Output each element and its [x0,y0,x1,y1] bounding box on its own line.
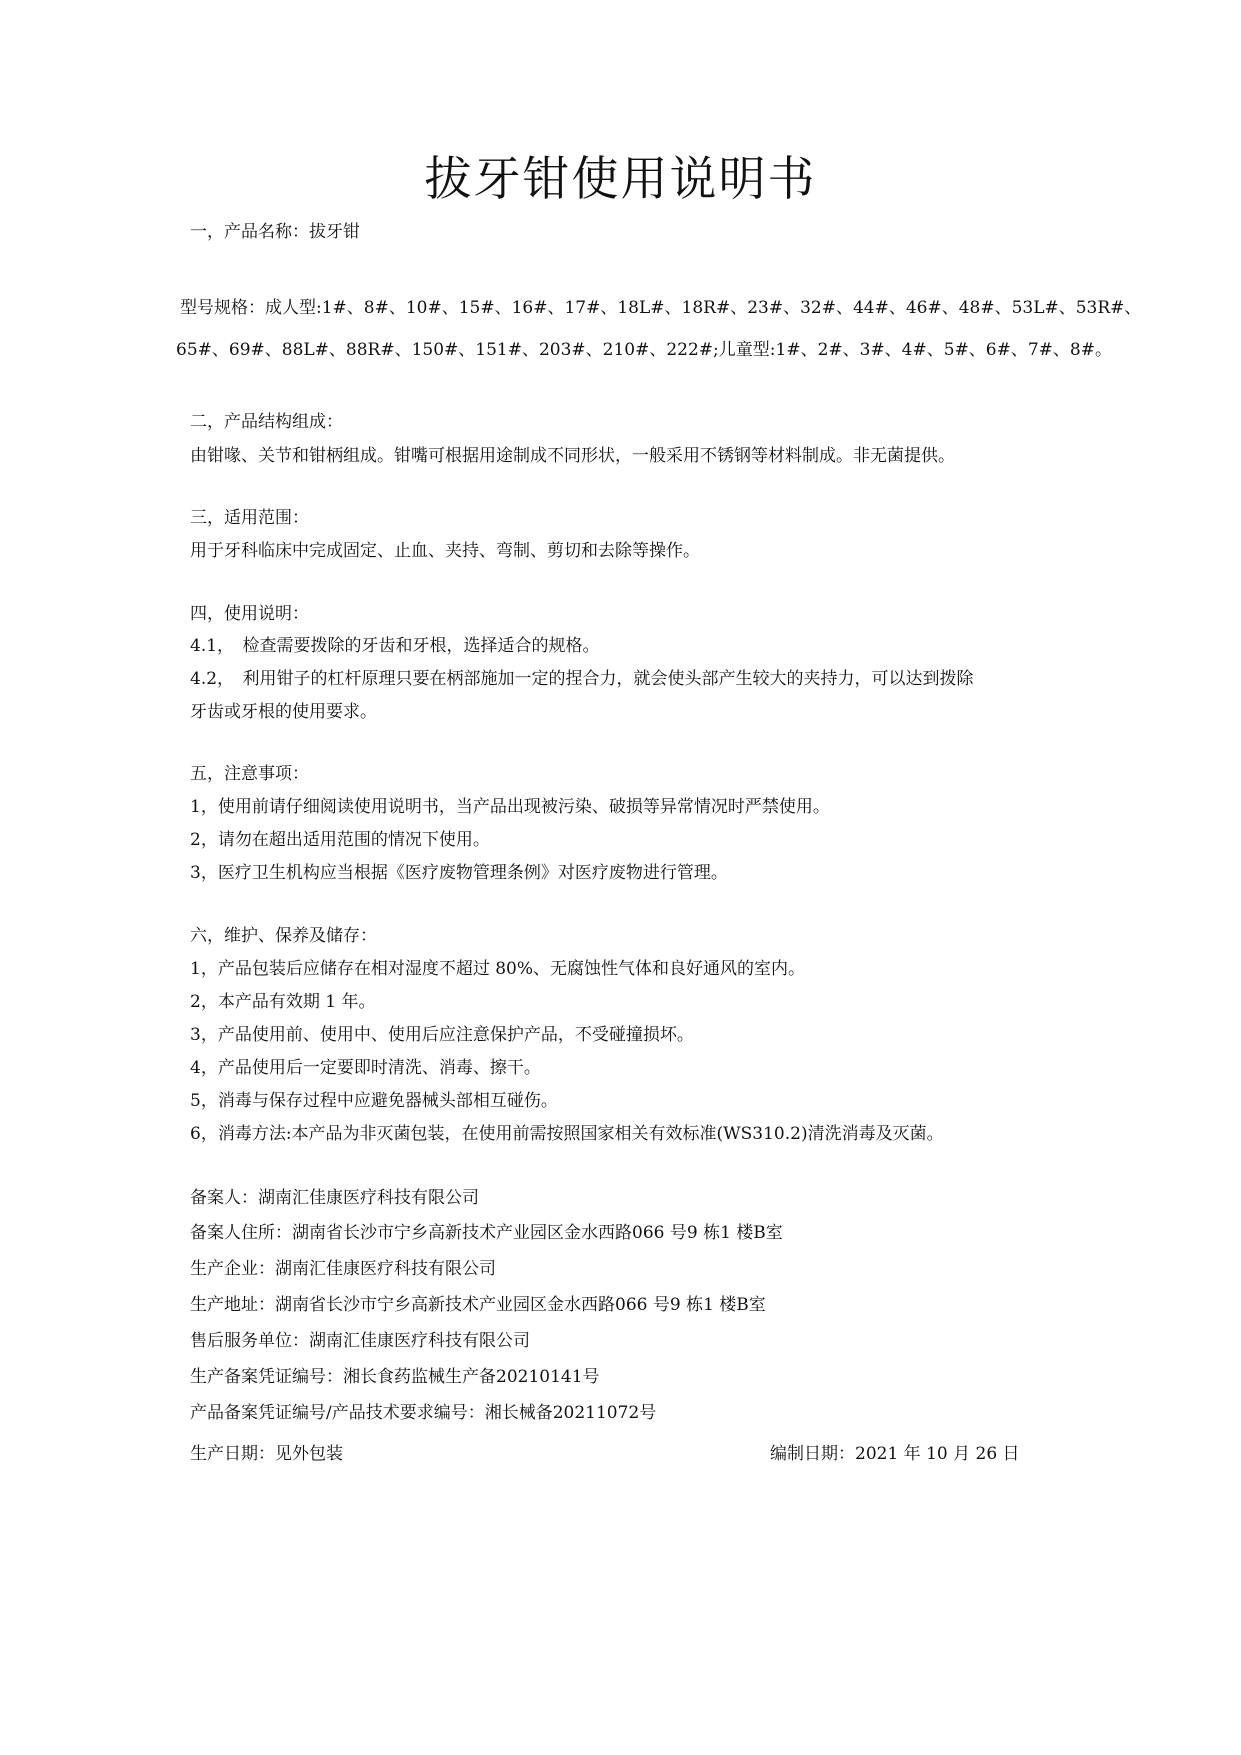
section-4-item: 牙齿或牙根的使用要求。 [190,702,377,722]
model-spec-line-1: 型号规格：成人型:1#、8#、10#、15#、16#、17#、18L#、18R#、23#、32#、44#、46#、48#、53L#、53R#、 [180,298,1142,318]
filer-name: 备案人：湖南汇佳康医疗科技有限公司 [190,1188,479,1208]
section-4-item: 4.1， 检查需要拨除的牙齿和牙根，选择适合的规格。 [190,636,600,656]
section-5-item: 3，医疗卫生机构应当根据《医疗废物管理条例》对医疗废物进行管理。 [190,863,728,883]
section-4-item: 4.2， 利用钳子的杠杆原理只要在柄部施加一定的捏合力，就会使头部产生较大的夹持力，可以达到拨除 [190,669,974,689]
section-6-heading: 六，维护、保养及储存： [190,926,377,946]
section-3-text: 用于牙科临床中完成固定、止血、夹持、弯制、剪切和去除等操作。 [190,541,700,561]
section-4-heading: 四，使用说明： [190,604,309,624]
section-5-heading: 五，注意事项： [190,764,309,784]
section-6-item: 1，产品包装后应储存在相对湿度不超过 80%、无腐蚀性气体和良好通风的室内。 [190,959,806,979]
filer-address: 备案人住所：湖南省长沙市宁乡高新技术产业园区金水西路066 号9 栋1 楼B室 [190,1223,783,1243]
model-spec-line-2: 65#、69#、88L#、88R#、150#、151#、203#、210#、222#;儿童型:1#、2#、3#、4#、5#、6#、7#、8#。 [176,340,1112,360]
section-2-heading: 二，产品结构组成： [190,412,343,432]
section-1-heading: 一，产品名称：拔牙钳 [190,222,360,242]
section-2-text: 由钳喙、关节和钳柄组成。钳嘴可根据用途制成不同形状，一般采用不锈钢等材料制成。非无菌提供。 [190,446,955,466]
compile-date: 编制日期：2021 年 10 月 26 日 [770,1444,1020,1464]
production-address: 生产地址：湖南省长沙市宁乡高新技术产业园区金水西路066 号9 栋1 楼B室 [190,1295,766,1315]
section-6-item: 5，消毒与保存过程中应避免器械头部相互碰伤。 [190,1091,558,1111]
section-5-item: 1，使用前请仔细阅读使用说明书，当产品出现被污染、破损等异常情况时严禁使用。 [190,797,830,817]
section-6-item: 3，产品使用前、使用中、使用后应注意保护产品，不受碰撞损坏。 [190,1025,694,1045]
production-date: 生产日期：见外包装 [190,1444,343,1464]
section-6-item: 4，产品使用后一定要即时清洗、消毒、擦干。 [190,1058,541,1078]
section-5-item: 2，请勿在超出适用范围的情况下使用。 [190,830,490,850]
document-title: 拔牙钳使用说明书 [424,152,817,207]
product-record-number: 产品备案凭证编号/产品技术要求编号：湘长械备20211072号 [190,1403,657,1423]
section-6-item: 2，本产品有效期 1 年。 [190,992,376,1012]
section-3-heading: 三，适用范围： [190,508,309,528]
section-6-item: 6，消毒方法:本产品为非灭菌包装，在使用前需按照国家相关有效标准(WS310.2)清洗消毒及灭菌。 [190,1124,944,1144]
after-sales-service: 售后服务单位：湖南汇佳康医疗科技有限公司 [190,1331,530,1351]
manufacturer: 生产企业：湖南汇佳康医疗科技有限公司 [190,1259,496,1279]
production-record-number: 生产备案凭证编号：湘长食药监械生产备20210141号 [190,1367,600,1387]
